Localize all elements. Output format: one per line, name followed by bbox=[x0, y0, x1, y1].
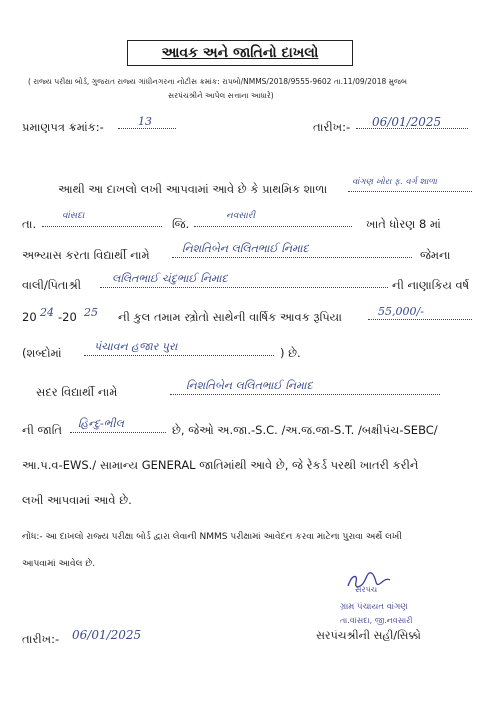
caste-value: હિન્દુ-ભીલ bbox=[78, 417, 124, 430]
stamp-role: સરપંચ bbox=[355, 585, 378, 594]
fy-label: ની નાણાકિય વર્ષ bbox=[392, 278, 470, 292]
taluka-value: વાંસદા bbox=[62, 211, 85, 221]
caste-line bbox=[70, 432, 166, 433]
signature-label: સરપંચશ્રીની સહી/સિક્કો bbox=[316, 629, 421, 642]
income-text: ની કુલ તમામ સ્ત્રોતો સાથેની વાર્ષિક આવક રૂપિયા bbox=[118, 310, 342, 324]
stamp-place: તા.વાંસદા, જી.નવસારી bbox=[340, 616, 413, 625]
school-line bbox=[348, 191, 472, 192]
note-line1: નોંધ:- આ દાખલો રાજ્ય પરીક્ષા બોર્ડ દ્વારા લેવાની NMMS પરીક્ષામાં આવેદન કરવા માટેના પુરાવા અર્થે લખી bbox=[22, 532, 402, 542]
income-value: 55,000/- bbox=[378, 305, 424, 318]
body-line1: આથી આ દાખલો લખી આપવામાં આવે છે કે પ્રાથમિક શાળા bbox=[58, 182, 328, 196]
student-name: નિશતિબેન લલિતભાઈ નિમાદ bbox=[182, 242, 309, 255]
standard-text: ખાતે ધોરણ 8 માં bbox=[366, 217, 441, 231]
certificate-number-value: 13 bbox=[138, 115, 152, 128]
caste-text: છે, જેઓ અ.જા.-S.C. /અ.જ.જા-S.T. /બક્ષીપંચ-SEBC/ bbox=[172, 423, 438, 437]
words-label: (શબ્દોમાં bbox=[22, 346, 62, 360]
footer-date-value: 06/01/2025 bbox=[72, 628, 142, 642]
guardian-name: લલિતભાઈ ચંદુભાઈ નિમાદ bbox=[112, 272, 228, 285]
district-line bbox=[194, 226, 352, 227]
student-line-2 bbox=[170, 394, 440, 395]
taluka-label: તા. bbox=[22, 217, 37, 231]
body-line5: સદર વિદ્યાર્થી નામે bbox=[36, 385, 118, 399]
header-date-value: 06/01/2025 bbox=[372, 115, 442, 129]
document-title: આવક અને જાતિનો દાખલો bbox=[127, 40, 353, 66]
footer-date-label: તારીખ:- bbox=[22, 632, 60, 646]
year-start: 24 bbox=[40, 306, 54, 319]
year-end-prefix: -20 bbox=[58, 310, 77, 324]
note-line2: આપવામાં આવેલ છે. bbox=[22, 559, 96, 569]
certificate-number-line bbox=[118, 128, 176, 129]
student-prefix: અભ્યાસ કરતા વિદ્યાર્થી નામે bbox=[22, 248, 150, 262]
certificate-number-label: પ્રમાણપત્ર ક્રમાંક:- bbox=[22, 120, 104, 134]
subtitle-line2: સરપંચશ્રીને આપેલ સત્તાના આધારે) bbox=[168, 91, 274, 100]
words-line bbox=[84, 355, 274, 356]
year-start-prefix: 20 bbox=[22, 310, 37, 324]
year-end: 25 bbox=[84, 306, 98, 319]
district-value: નવસારી bbox=[226, 211, 256, 221]
words-suffix: ) છે. bbox=[280, 346, 301, 360]
subtitle-line1: ( રાજ્ય પરીક્ષા બોર્ડ, ગુજરાત રાજ્ય ગાંધીનગરના નોટીસ ક્રમાંક: રાપબો/NMMS/2018/9555-9602 તા.11/09/2018 મુજબ bbox=[28, 77, 408, 86]
stamp-org: ગ્રામ પંચાયત વાંગણ bbox=[340, 602, 408, 612]
guardian-label: વાલી/પિતાશ્રી bbox=[22, 278, 82, 292]
student-line bbox=[172, 257, 412, 258]
income-line bbox=[368, 319, 472, 320]
school-name: વાંગણ ખોરા ફ. વર્ગ શાળા bbox=[352, 177, 438, 187]
caste-label: ની જાતિ bbox=[22, 423, 62, 437]
student-name-2: નિશતિબેન લલિતભાઈ નિમાદ bbox=[186, 379, 313, 392]
guardian-line bbox=[100, 287, 388, 288]
taluka-line bbox=[42, 226, 162, 227]
words-value: પંચાવન હજાર પુરા bbox=[94, 340, 178, 353]
body-line7: આ.પ.વ-EWS./ સામાન્ય GENERAL જાતિમાંથી આવે છે, જે રેકર્ડ પરથી ખાતરી કરીને bbox=[22, 458, 419, 472]
body-line8: લખી આપવામાં આવે છે. bbox=[22, 493, 132, 507]
header-date-label: તારીખ:- bbox=[313, 120, 351, 134]
student-suffix: જેમના bbox=[420, 248, 451, 262]
district-label: જિ. bbox=[172, 217, 190, 231]
